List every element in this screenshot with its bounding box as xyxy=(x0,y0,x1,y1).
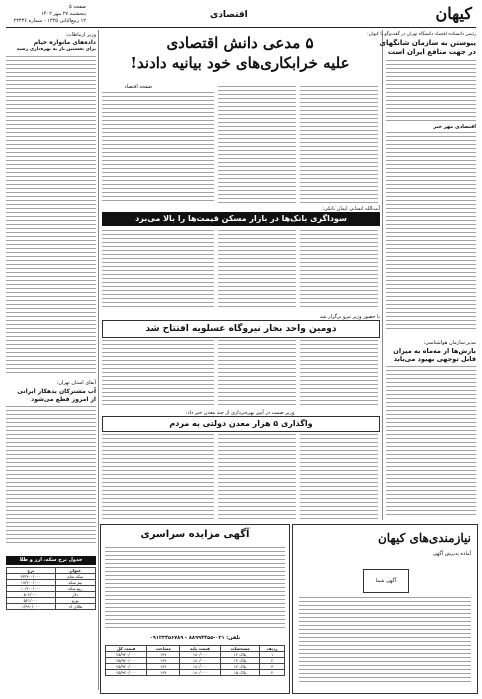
main-kicker: ۵ مدعی دانش اقتصادی xyxy=(166,34,314,52)
table-cell: نیم سکه xyxy=(55,580,95,586)
housing-kicker: آیت‌الله انسانی ایمان بانکی: xyxy=(322,206,380,212)
subscription-ad-text xyxy=(299,597,471,685)
table-cell: طلای ۱۸ xyxy=(55,604,95,610)
tender-ad-text xyxy=(105,547,285,631)
mine-kicker: وزیر صمت در آیین بهره‌برداری از چند معدن خبر داد: xyxy=(185,410,295,416)
table-cell: ۳ xyxy=(260,664,285,670)
table-cell: ۱۰/۲۰۰/۰۰۰ xyxy=(7,586,56,592)
table-cell: ۲۵/۹۲۰/۰۰۰ xyxy=(106,658,147,664)
left-kicker: وزیر ارتباطات: xyxy=(65,32,96,38)
exchange-title: جدول نرخ سکه، ارز و طلا xyxy=(6,556,96,565)
table-row xyxy=(7,604,96,610)
header-rule xyxy=(6,27,476,28)
main-byline: صفحه اقتصاد xyxy=(124,84,152,90)
table-cell: ۲۵/۹۲۰/۰۰۰ xyxy=(106,652,147,658)
right-subsection: اقتصادی مهر خبر xyxy=(433,124,476,130)
table-cell: ۱۸۰/۰۰۰ xyxy=(180,664,221,670)
left-story2-headline-2: از امروز قطع می‌شود xyxy=(31,396,96,403)
left-story2-body xyxy=(6,406,96,546)
left-headline-2: برای نخستین بار به بهره‌داری رسید xyxy=(16,47,96,52)
mine-body-2 xyxy=(218,434,296,520)
main-body-col-2 xyxy=(218,86,296,204)
housing-body-1 xyxy=(300,230,378,310)
issue-line: ۱۲ ربیع‌الثانی ۱۴۴۵ - شماره ۲۳۴۳۶ xyxy=(13,18,86,24)
power-body-3 xyxy=(102,340,214,406)
table-cell: ۵۰۲/۰۰۰ xyxy=(7,592,56,598)
table-cell: ۱۸۰/۰۰۰ xyxy=(180,670,221,676)
mine-body-3 xyxy=(102,434,214,520)
tender-header-cell: مساحت xyxy=(147,646,180,652)
power-banner: دومین واحد بخار نیروگاه عسلویه افتتاح شد xyxy=(102,320,380,338)
right-headline-2: در جهت منافع ایران است xyxy=(387,48,476,56)
column-rule-left xyxy=(98,30,99,690)
tender-ad xyxy=(100,524,290,694)
exchange-header-cell: عنوان xyxy=(55,568,95,574)
subscription-ad-subtitle: آماده پذیرش آگهی xyxy=(432,551,471,557)
table-cell: پلاک ۱۳ xyxy=(220,658,260,664)
table-cell: سکه تمام xyxy=(55,574,95,580)
housing-banner: سوداگری بانک‌ها در بازار مسکن قیمت‌ها را بالا می‌برد xyxy=(102,212,380,226)
tender-header-cell: قیمت کل xyxy=(106,646,147,652)
table-cell: ۵۳۱/۰۰۰ xyxy=(7,598,56,604)
table-cell: ۱۴۴ xyxy=(147,664,180,670)
tender-header-cell: مشخصات xyxy=(220,646,260,652)
right-headline-1: پیوستن به سازمان شانگهای xyxy=(379,39,476,47)
mine-banner: واگذاری ۵ هزار معدن دولتی به مردم xyxy=(102,416,380,432)
tender-ad-title: آگهی مزایده سراسری xyxy=(140,529,250,540)
right-story2-body xyxy=(386,366,476,516)
table-cell: ۱/۹۹۰/۰۰۰ xyxy=(7,604,56,610)
date-line: پنجشنبه ۲۷ مهر ۱۴۰۲ xyxy=(41,11,86,17)
table-cell: پلاک ۱۴ xyxy=(220,664,260,670)
table-cell: ۱۷/۲۰۰/۰۰۰ xyxy=(7,580,56,586)
table-cell: ۱ xyxy=(260,652,285,658)
table-cell: ۲۵/۹۲۰/۰۰۰ xyxy=(106,664,147,670)
tender-ad-phone: تلفن: ۰۲۱-۸۸۹۹۴۴۵۵ - ۰۹۱۲۳۴۵۶۷۸۹ xyxy=(149,635,241,641)
table-cell: ربع سکه xyxy=(55,586,95,592)
table-cell: ۱۸۰/۰۰۰ xyxy=(180,658,221,664)
table-cell: ۳۳/۴۰۰/۰۰۰ xyxy=(7,574,56,580)
table-cell: ۲۵/۹۲۰/۰۰۰ xyxy=(106,670,147,676)
right-story2-headline-1: بارش‌ها از مه‌ماه به میزان xyxy=(393,347,476,355)
left-body-text xyxy=(6,56,96,374)
housing-body-3 xyxy=(102,230,214,310)
table-cell: دلار xyxy=(55,592,95,598)
table-cell: ۱۴۴ xyxy=(147,670,180,676)
table-cell: ۱۴۴ xyxy=(147,658,180,664)
right-kicker: رئیس دانشکده اقتصاد دانشگاه تهران در گفت‌وگو با کیهان: xyxy=(367,32,476,37)
table-cell: ۱۸۰/۰۰۰ xyxy=(180,652,221,658)
tender-table xyxy=(105,645,285,676)
tender-header-cell: قیمت پایه xyxy=(180,646,221,652)
right-body-text xyxy=(386,60,476,122)
table-row xyxy=(106,670,285,676)
exchange-header-cell: نرخ xyxy=(7,568,56,574)
right-body-text-2 xyxy=(386,132,476,332)
exchange-box xyxy=(6,556,96,692)
column-rule-right xyxy=(382,30,383,520)
power-body-2 xyxy=(218,340,296,406)
table-cell: پلاک ۱۲ xyxy=(220,652,260,658)
subscription-ad-title: نیازمندی‌های کیهان xyxy=(377,531,471,545)
subscription-ad xyxy=(292,524,478,694)
left-headline-1: داده‌های مانواره خیام xyxy=(33,39,96,46)
power-kicker: با حضور وزیر نیرو برگزار شد xyxy=(319,314,380,320)
exchange-table xyxy=(6,567,96,610)
left-story2-kicker: آبفای استان تهران: xyxy=(56,380,96,386)
right-story2-headline-2: قابل توجهی بهبود می‌یابد xyxy=(393,355,476,363)
main-headline: علیه خرابکاری‌های خود بیانیه دادند! xyxy=(130,54,350,72)
newspaper-logo: کیهان xyxy=(435,4,472,23)
main-body-col-1 xyxy=(300,86,378,204)
right-story2-kicker: مدیر سازمان هواشناسی: xyxy=(423,340,476,346)
left-story2-headline-1: آب مشترکان بدهکار ایرانی xyxy=(17,388,96,395)
tender-header-cell: ردیف xyxy=(260,646,285,652)
power-body-1 xyxy=(300,340,378,406)
mine-body-1 xyxy=(300,434,378,520)
section-title: اقتصادی xyxy=(210,10,248,20)
table-cell: ۲ xyxy=(260,658,285,664)
page-number: صفحه ۵ xyxy=(69,4,86,10)
housing-body-2 xyxy=(218,230,296,310)
table-cell: ۴ xyxy=(260,670,285,676)
table-cell: یورو xyxy=(55,598,95,604)
table-cell: پلاک ۱۵ xyxy=(220,670,260,676)
table-cell: ۱۴۴ xyxy=(147,652,180,658)
main-body-col-3 xyxy=(102,92,214,204)
subscription-ad-box: آگهی شما xyxy=(363,569,409,593)
